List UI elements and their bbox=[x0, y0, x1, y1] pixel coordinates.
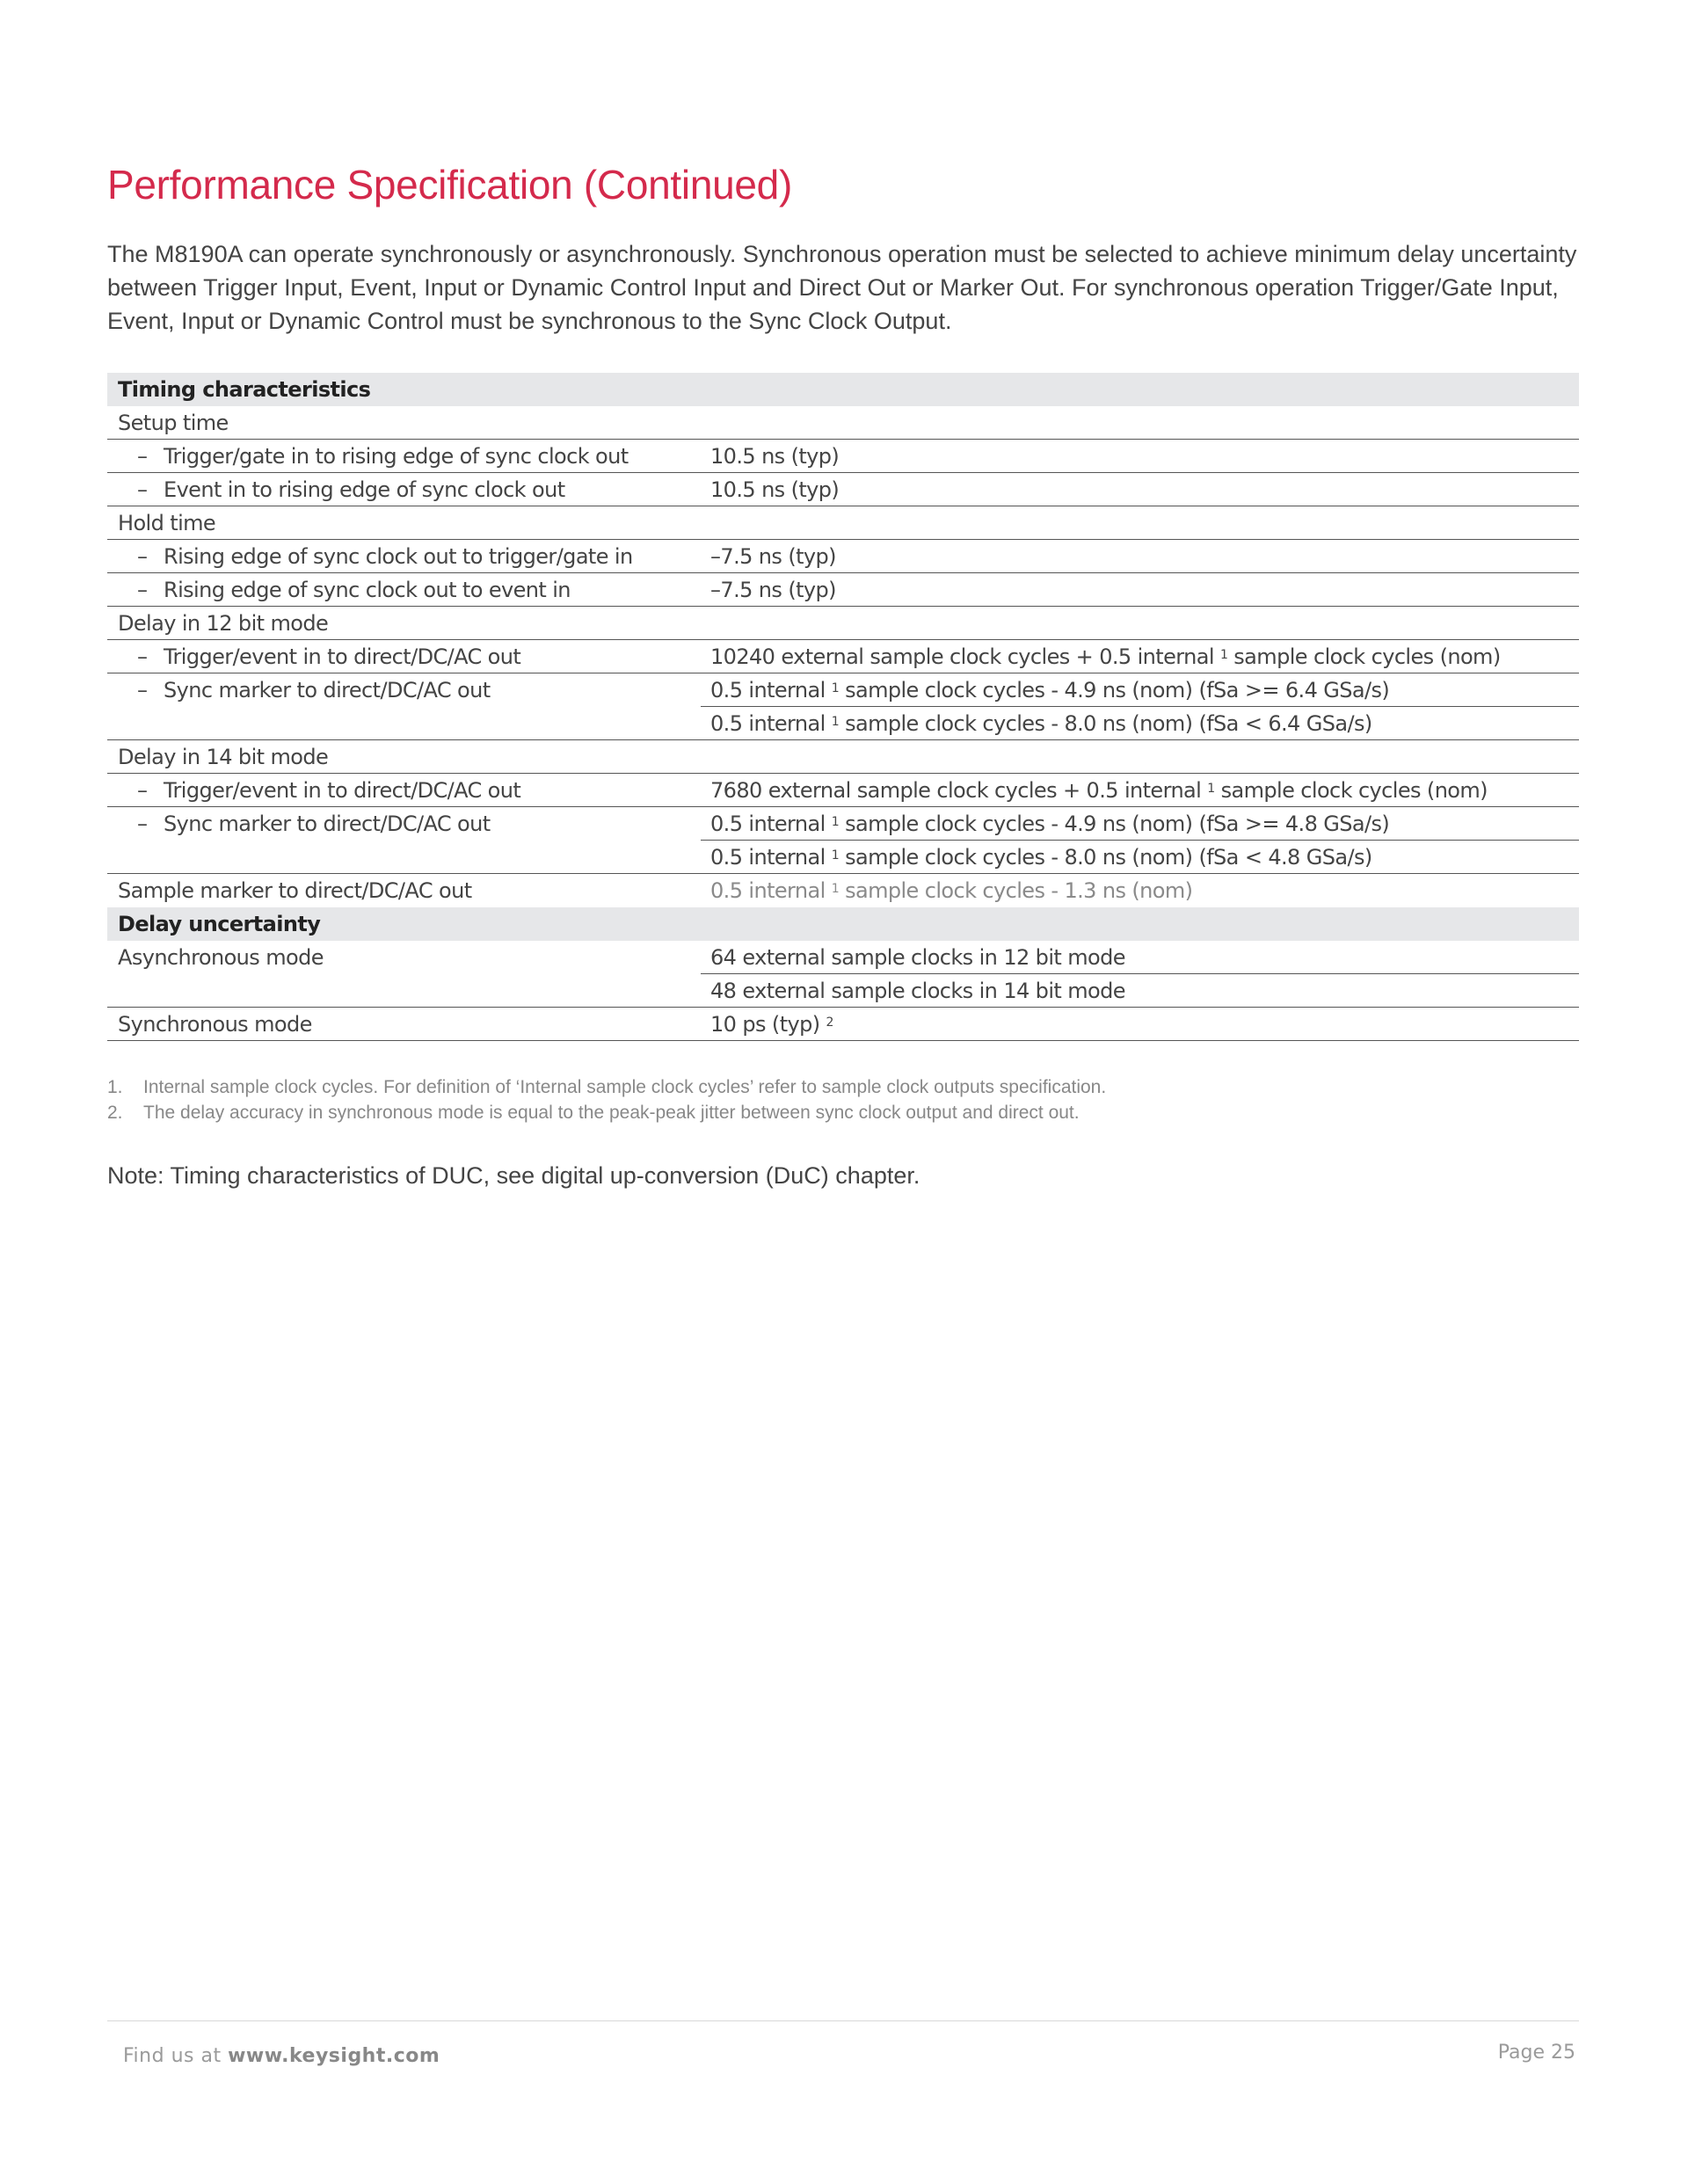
note-text: Note: Timing characteristics of DUC, see digital up-conversion (DuC) chapter. bbox=[107, 1162, 920, 1189]
dash-bullet: – bbox=[137, 477, 148, 502]
footer-find-us: Find us at www.keysight.com bbox=[123, 2045, 440, 2067]
row-label: – Trigger/event in to direct/DC/AC out bbox=[137, 774, 520, 807]
row-label: – Rising edge of sync clock out to trigger/gate in bbox=[137, 540, 633, 573]
row-label: – Rising edge of sync clock out to event in bbox=[137, 573, 571, 607]
footnote-ref: 1 bbox=[831, 848, 840, 863]
table-row bbox=[107, 941, 1579, 974]
table-row bbox=[107, 573, 1579, 607]
row-value: 10 ps (typ) $^2$ bbox=[710, 1012, 833, 1037]
row-value: 10.5 ns (typ) bbox=[710, 444, 840, 469]
row-value: 7680 external sample clock cycles + 0.5 internal $^1$ sample clock cycles (nom) bbox=[710, 778, 1488, 803]
page-number: Page 25 bbox=[1497, 2042, 1575, 2064]
dash-bullet: – bbox=[137, 644, 148, 669]
dash-bullet: – bbox=[137, 544, 148, 569]
table-row bbox=[107, 506, 1579, 540]
row-value: 10240 external sample clock cycles + 0.5 internal $^1$ sample clock cycles (nom) bbox=[710, 644, 1501, 669]
table-row bbox=[107, 640, 1579, 673]
footnote-text: Internal sample clock cycles. For definition of ‘Internal sample clock cycles’ refer to sample clock outputs specification. bbox=[143, 1077, 1107, 1097]
footnote-number: 1. bbox=[107, 1077, 123, 1097]
table-section-header bbox=[107, 373, 1579, 406]
row-value: 0.5 internal $^1$ sample clock cycles - 8.0 ns (nom) (fSa < 6.4 GSa/s) bbox=[710, 711, 1372, 736]
row-value: 0.5 internal $^1$ sample clock cycles - 4.9 ns (nom) (fSa >= 4.8 GSa/s) bbox=[710, 812, 1390, 836]
table-row bbox=[107, 740, 1579, 774]
dash-bullet: – bbox=[137, 678, 148, 703]
timing-spec-table bbox=[107, 373, 1579, 1041]
footnote-number: 2. bbox=[107, 1103, 123, 1123]
row-label: Setup time bbox=[118, 411, 229, 435]
row-label: Sample marker to direct/DC/AC out bbox=[118, 878, 472, 903]
row-label: – Trigger/event in to direct/DC/AC out bbox=[137, 640, 520, 673]
row-label: Delay in 14 bit mode bbox=[118, 745, 329, 769]
section-title-timing: Timing characteristics bbox=[118, 377, 371, 402]
row-label: Delay in 12 bit mode bbox=[118, 611, 329, 636]
row-value: –7.5 ns (typ) bbox=[710, 578, 836, 602]
table-row bbox=[107, 406, 1579, 440]
row-label: – Sync marker to direct/DC/AC out bbox=[137, 807, 491, 841]
row-label: – Trigger/gate in to rising edge of sync clock out bbox=[137, 440, 629, 473]
footnote-ref: 1 bbox=[1207, 782, 1215, 796]
footnote-ref: 1 bbox=[831, 681, 840, 695]
footnote-ref: 2 bbox=[826, 1016, 833, 1030]
row-value: 0.5 internal $^1$ sample clock cycles - 4.9 ns (nom) (fSa >= 6.4 GSa/s) bbox=[710, 678, 1390, 703]
table-row bbox=[107, 874, 1579, 907]
row-value: 0.5 internal $^1$ sample clock cycles - 8.0 ns (nom) (fSa < 4.8 GSa/s) bbox=[710, 845, 1372, 870]
table-row bbox=[107, 607, 1579, 640]
row-value: 0.5 internal $^1$ sample clock cycles - 1.3 ns (nom) bbox=[710, 878, 1193, 903]
dash-bullet: – bbox=[137, 578, 148, 602]
footnote-ref: 1 bbox=[831, 815, 840, 829]
table-row bbox=[107, 440, 1579, 473]
row-label: Hold time bbox=[118, 511, 216, 535]
table-row bbox=[107, 473, 1579, 506]
table-row bbox=[107, 540, 1579, 573]
row-value: 64 external sample clocks in 12 bit mode bbox=[710, 945, 1125, 970]
row-value: 48 external sample clocks in 14 bit mode bbox=[710, 979, 1125, 1003]
table-row bbox=[107, 673, 1579, 707]
website-link[interactable]: www.keysight.com bbox=[228, 2045, 440, 2067]
table-section-header bbox=[107, 907, 1579, 941]
row-label: – Sync marker to direct/DC/AC out bbox=[137, 673, 491, 707]
row-label: – Event in to rising edge of sync clock out bbox=[137, 473, 565, 506]
table-row bbox=[107, 974, 1579, 1008]
footnote bbox=[107, 1074, 1584, 1100]
row-label: Asynchronous mode bbox=[118, 945, 324, 970]
dash-bullet: – bbox=[137, 778, 148, 803]
table-row bbox=[107, 1008, 1579, 1041]
dash-bullet: – bbox=[137, 812, 148, 836]
row-value: 10.5 ns (typ) bbox=[710, 477, 840, 502]
row-value: –7.5 ns (typ) bbox=[710, 544, 836, 569]
footnote-text: The delay accuracy in synchronous mode is equal to the peak-peak jitter between sync clock output and direct out. bbox=[143, 1103, 1080, 1123]
dash-bullet: – bbox=[137, 444, 148, 469]
footnote-ref: 1 bbox=[831, 715, 840, 729]
intro-paragraph: The M8190A can operate synchronously or asynchronously. Synchronous operation must be selected to achieve minimum delay uncertainty between Trigger Input, Event, Input or Dynamic Control Input and Direct Out or Marker Out. For synchronous operation Trigger/Gate Input, Event, Input or Dynamic Control must be synchronous to the Sync Clock Output. bbox=[107, 241, 1577, 334]
table-row bbox=[107, 841, 1579, 874]
table-row bbox=[107, 707, 1579, 740]
table-row bbox=[107, 774, 1579, 807]
footnote bbox=[107, 1100, 1584, 1125]
footnote-ref: 1 bbox=[831, 882, 840, 896]
footer-divider bbox=[107, 2020, 1579, 2021]
table-row bbox=[107, 807, 1579, 841]
footnote-ref: 1 bbox=[1219, 648, 1228, 662]
row-label: Synchronous mode bbox=[118, 1012, 312, 1037]
page-title: Performance Specification (Continued) bbox=[107, 162, 792, 207]
footnotes bbox=[107, 1074, 1584, 1125]
section-title-uncertainty: Delay uncertainty bbox=[118, 912, 321, 936]
